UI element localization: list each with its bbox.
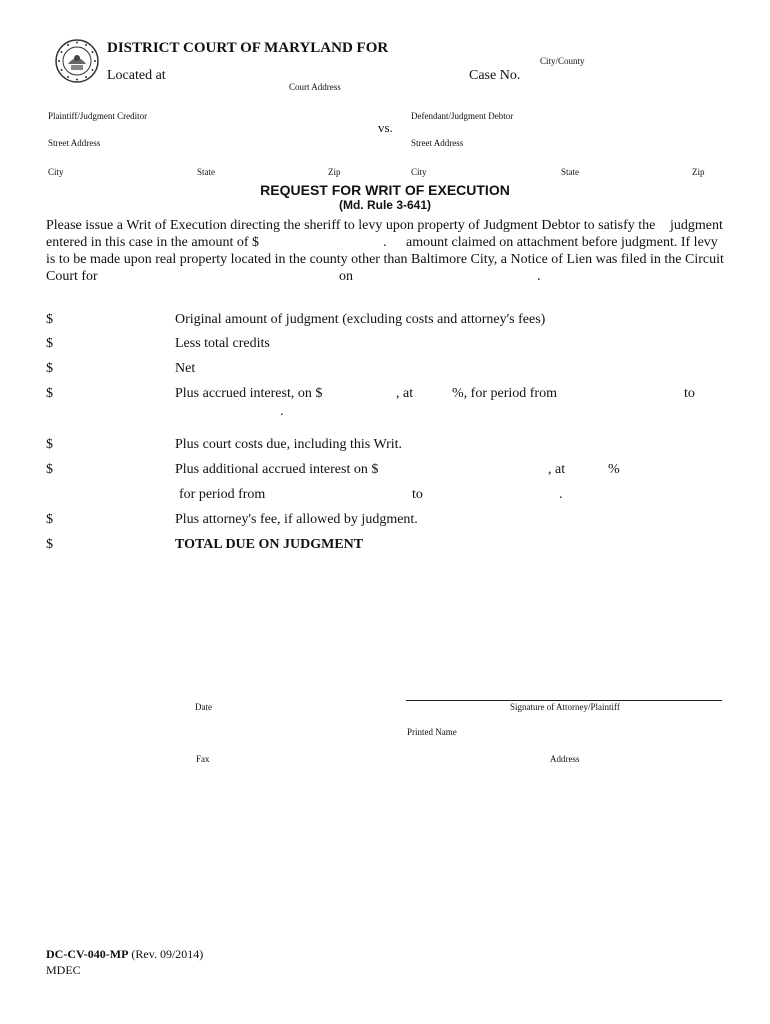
accrued-interest-to: to: [684, 386, 695, 401]
form-revision: (Rev. 09/2014): [131, 947, 204, 961]
signature-line: [406, 700, 722, 701]
address-label: Address: [550, 754, 580, 764]
signature-label: Signature of Attorney/Plaintiff: [510, 702, 620, 712]
dollar-sign: $: [46, 312, 53, 327]
date-field[interactable]: [195, 685, 375, 701]
credits-field[interactable]: [58, 337, 168, 353]
additional-interest-at: , at: [548, 462, 566, 477]
city-right-label: City: [411, 167, 427, 177]
form-subtitle: (Md. Rule 3-641): [338, 198, 431, 212]
circuit-court-field[interactable]: [104, 270, 334, 286]
additional-interest-base-field[interactable]: [380, 463, 545, 479]
zip-right-label: Zip: [692, 167, 705, 177]
net-label: Net: [175, 361, 196, 376]
total-due-label: TOTAL DUE ON JUDGMENT: [175, 537, 364, 552]
additional-interest-label: Plus additional accrued interest on $: [175, 462, 379, 477]
dollar-sign: $: [46, 462, 53, 477]
court-title: DISTRICT COURT OF MARYLAND FOR: [107, 40, 389, 56]
court-costs-field[interactable]: [58, 438, 168, 454]
fax-label: Fax: [196, 754, 210, 764]
dollar-sign: $: [46, 386, 53, 401]
state-left-label: State: [197, 167, 215, 177]
street-address-left-label: Street Address: [48, 138, 101, 148]
intro-line-2-or: .: [383, 235, 387, 250]
additional-period-from-field[interactable]: [268, 488, 408, 504]
judgment-amount-field[interactable]: [260, 236, 380, 252]
court-address-label: Court Address: [289, 82, 341, 92]
printed-name-label: Printed Name: [407, 727, 457, 737]
intro-line-2-start: entered in this case in the amount of $: [46, 235, 260, 250]
accrued-interest-end-period: .: [280, 404, 284, 419]
intro-line-3: is to be made upon real property located in the county other than Baltimore City, a Notice of Lien was filed in the Circuit: [46, 252, 724, 267]
vs-label: vs.: [378, 120, 393, 135]
case-no-field[interactable]: [528, 69, 718, 85]
dollar-sign: $: [46, 361, 53, 376]
additional-period-to-label: to: [412, 487, 423, 502]
plaintiff-field[interactable]: [48, 96, 358, 112]
date-label: Date: [195, 702, 212, 712]
zip-left-label: Zip: [328, 167, 341, 177]
additional-interest-percent: %: [608, 462, 620, 477]
fax-field[interactable]: [195, 736, 375, 752]
form-id-line: [46, 947, 203, 962]
net-field[interactable]: [58, 362, 168, 378]
attorney-fee-label: Plus attorney's fee, if allowed by judgment.: [175, 512, 418, 527]
street-address-right-label: Street Address: [411, 138, 464, 148]
signature-field[interactable]: [406, 683, 722, 699]
dollar-sign: $: [46, 512, 53, 527]
accrued-interest-field[interactable]: [58, 387, 168, 403]
court-costs-label: Plus court costs due, including this Writ.: [175, 437, 403, 452]
court-seal-icon: [54, 38, 100, 84]
case-no-label: Case No.: [469, 68, 521, 83]
dollar-sign: $: [46, 537, 53, 552]
accrued-interest-at: , at: [396, 386, 414, 401]
accrued-interest-base-field[interactable]: [325, 387, 393, 403]
intro-line-4-on: on: [339, 269, 353, 284]
original-amount-label: Original amount of judgment (excluding costs and attorney's fees): [175, 312, 546, 327]
additional-period-end: .: [559, 487, 563, 502]
located-at-label: Located at: [107, 68, 166, 83]
city-left-label: City: [48, 167, 64, 177]
state-right-label: State: [561, 167, 579, 177]
credits-label: Less total credits: [175, 336, 270, 351]
attorney-fee-field[interactable]: [58, 513, 168, 529]
defendant-field[interactable]: [411, 96, 721, 112]
city-county-label: City/County: [540, 56, 585, 66]
additional-rate-field[interactable]: [570, 463, 606, 479]
plaintiff-label: Plaintiff/Judgment Creditor: [48, 111, 148, 121]
defendant-city-state-zip-field[interactable]: [411, 152, 721, 168]
defendant-label: Defendant/Judgment Debtor: [411, 111, 514, 121]
dollar-sign: $: [46, 336, 53, 351]
intro-line-4-start: Court for: [46, 269, 98, 284]
form-title: REQUEST FOR WRIT OF EXECUTION: [260, 182, 510, 198]
additional-interest-field[interactable]: [58, 463, 168, 479]
lien-date-field[interactable]: [360, 270, 535, 286]
form-org: MDEC: [46, 963, 81, 977]
period-to-field[interactable]: [176, 404, 276, 420]
form-id: DC-CV-040-MP: [46, 947, 129, 961]
intro-judgment-word: judgment: [670, 218, 723, 233]
accrued-interest-label: Plus accrued interest, on $: [175, 386, 323, 401]
dollar-sign: $: [46, 437, 53, 452]
total-due-field[interactable]: [58, 538, 168, 554]
accrued-interest-period-from: %, for period from: [452, 386, 557, 401]
period-from-field[interactable]: [563, 387, 681, 403]
additional-period-to-field[interactable]: [428, 488, 556, 504]
address-field[interactable]: [406, 736, 722, 752]
printed-name-field[interactable]: [406, 710, 722, 726]
interest-rate-field[interactable]: [420, 387, 450, 403]
plaintiff-city-state-zip-field[interactable]: [48, 152, 358, 168]
intro-line-4-period: .: [537, 269, 541, 284]
intro-line-1: Please issue a Writ of Execution directing the sheriff to levy upon property of Judgment Debtor to satisfy the: [46, 218, 656, 233]
intro-line-2-end: amount claimed on attachment before judgment. If levy: [406, 235, 718, 250]
additional-period-from-label: for period from: [179, 487, 266, 502]
original-amount-field[interactable]: [58, 313, 168, 329]
